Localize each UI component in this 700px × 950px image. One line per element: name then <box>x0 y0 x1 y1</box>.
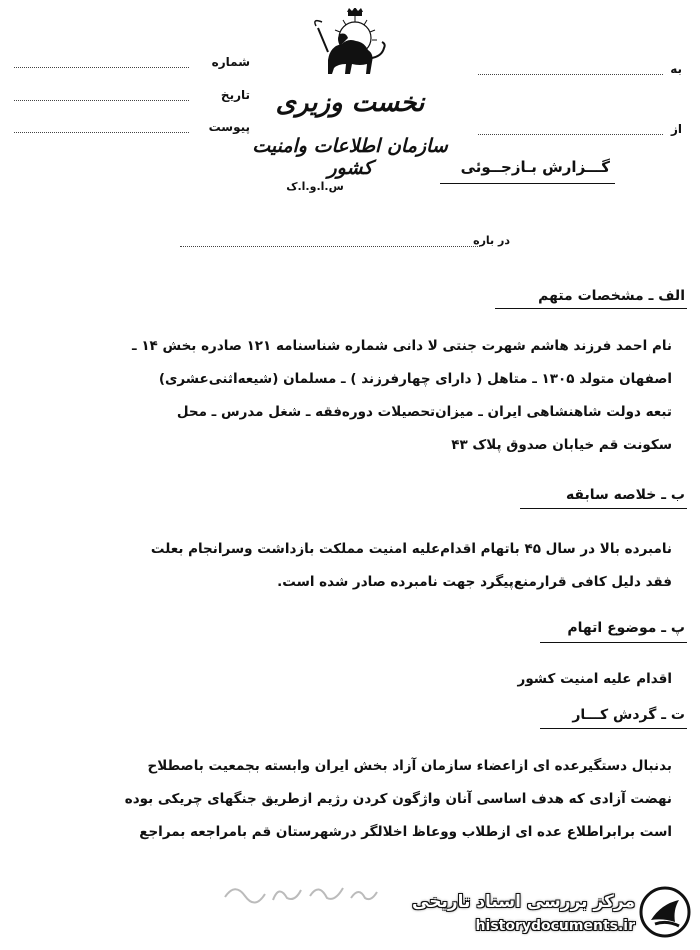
lion-and-sun-emblem-icon <box>300 8 400 80</box>
section-d-body <box>42 750 672 849</box>
section-a-underline <box>495 308 687 309</box>
field-to-line <box>478 74 663 75</box>
report-title-underline <box>440 183 615 184</box>
field-attachment-label: پیوست <box>208 120 250 134</box>
field-date-label: تاریخ <box>220 88 250 102</box>
section-d-line: بدنبال دستگیرعده ای ازاعضاء سازمان آزاد بخش ایران وابسته بجمعیت باصطلاح <box>147 758 672 774</box>
faint-handwritten-stamp-icon <box>215 872 385 912</box>
subject-line <box>180 246 480 247</box>
ministry-title: نخست وزیری <box>275 88 425 118</box>
section-b-body <box>42 533 672 599</box>
field-from-line <box>478 134 663 135</box>
section-b-line: فقد دلیل کافی قرارمنع‌پیگرد جهت نامبرده صادر شده است. <box>277 574 672 590</box>
section-a-line: سکونت قم خیابان صدوق پلاک ۴۳ <box>451 437 672 453</box>
watermark-name: مرکز بررسی اسناد تاریخی <box>412 892 635 912</box>
section-d-line: نهضت آزادی که هدف اساسی آنان واژگون کردن رژیم ازطریق جنگهای چریکی بوده <box>124 791 672 807</box>
report-title: گـــزارش بـازجــوئی <box>460 158 610 176</box>
section-c-underline <box>540 642 687 643</box>
watermark <box>400 880 695 946</box>
subject-label: در باره <box>473 234 510 247</box>
organization-title: سازمان اطلاعات وامنیت کشور <box>252 135 448 179</box>
organization-abbreviation: س.ا.و.ا.ک <box>286 180 344 193</box>
field-to-label: به <box>670 62 682 76</box>
field-from-label: از <box>670 122 682 136</box>
section-a-line: تبعه دولت شاهنشاهی ایران ـ میزان‌تحصیلات دوره‌فقه ـ شغل مدرس ـ محل <box>176 404 672 420</box>
section-c-body <box>42 663 672 696</box>
section-c-heading: پ ـ موضوع اتهام <box>567 620 685 636</box>
watermark-url: historydocuments.ir <box>475 918 635 934</box>
section-a-line: نام احمد فرزند هاشم شهرت جنتی لا دانی شماره شناسنامه ۱۲۱ صادره بخش ۱۴ ـ <box>131 338 672 354</box>
section-b-heading: ب ـ خلاصه سابقه <box>565 487 685 503</box>
archive-logo-icon <box>639 886 691 938</box>
field-attachment-line <box>14 132 189 133</box>
section-a-heading: الف ـ مشخصات متهم <box>538 288 685 304</box>
section-d-line: است برابراطلاع عده ای ازطلاب ووعاظ اخلالگر درشهرستان قم بامراجعه بمراجع <box>139 824 672 840</box>
field-date-line <box>14 100 189 101</box>
field-number-line <box>14 67 189 68</box>
section-a-body <box>42 330 672 462</box>
section-b-line: نامبرده بالا در سال ۴۵ باتهام اقدام‌علیه امنیت مملکت بازداشت وسرانجام بعلت <box>150 541 672 557</box>
section-d-heading: ت ـ گردش کـــار <box>572 707 685 723</box>
section-b-underline <box>520 508 687 509</box>
field-number-label: شماره <box>211 55 250 69</box>
section-d-underline <box>540 728 687 729</box>
section-c-line: اقدام علیه امنیت کشور <box>517 671 672 687</box>
section-a-line: اصفهان متولد ۱۳۰۵ ـ متاهل ( دارای چهارفرزند ) ـ مسلمان (شیعه‌اثنی‌عشری) <box>158 371 672 387</box>
